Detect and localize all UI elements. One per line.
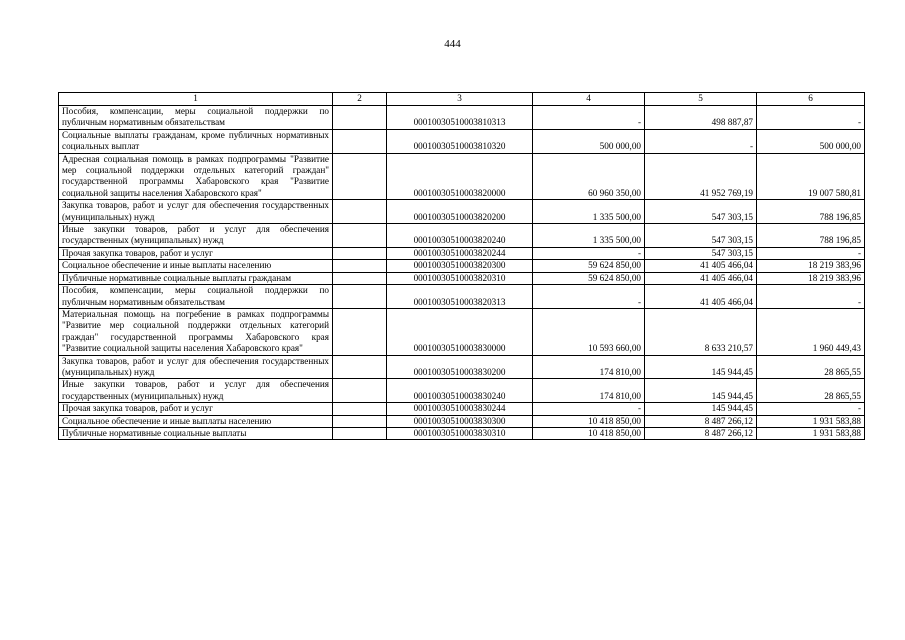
cell-col5: 8 633 210,57 <box>645 308 757 355</box>
cell-col2 <box>333 260 387 272</box>
cell-col6: 1 931 583,88 <box>757 415 865 427</box>
cell-col5: 547 303,15 <box>645 200 757 224</box>
cell-col6: 788 196,85 <box>757 200 865 224</box>
cell-col2 <box>333 106 387 130</box>
cell-name: Иные закупки товаров, работ и услуг для обеспечения государственных (муниципальных) нужд <box>59 224 333 248</box>
cell-code: 00010030510003830240 <box>387 379 533 403</box>
cell-col6: 18 219 383,96 <box>757 272 865 284</box>
table-row <box>59 153 865 200</box>
cell-col5: 8 487 266,12 <box>645 427 757 439</box>
cell-col5: - <box>645 129 757 153</box>
cell-name: Социальное обеспечение и иные выплаты населению <box>59 415 333 427</box>
cell-col2 <box>333 153 387 200</box>
cell-code: 00010030510003830310 <box>387 427 533 439</box>
cell-name: Пособия, компенсации, меры социальной поддержки по публичным нормативным обязательствам <box>59 285 333 309</box>
cell-name: Социальные выплаты гражданам, кроме публичных нормативных социальных выплат <box>59 129 333 153</box>
cell-code: 00010030510003810313 <box>387 106 533 130</box>
cell-code: 00010030510003820000 <box>387 153 533 200</box>
cell-col4: - <box>533 247 645 259</box>
cell-name: Пособия, компенсации, меры социальной поддержки по публичным нормативным обязательствам <box>59 106 333 130</box>
cell-col6: 1 960 449,43 <box>757 308 865 355</box>
cell-code: 00010030510003820244 <box>387 247 533 259</box>
table-row <box>59 272 865 284</box>
cell-col4: 174 810,00 <box>533 379 645 403</box>
cell-col5: 145 944,45 <box>645 403 757 415</box>
cell-col5: 8 487 266,12 <box>645 415 757 427</box>
cell-name: Публичные нормативные социальные выплаты <box>59 427 333 439</box>
cell-col5: 547 303,15 <box>645 247 757 259</box>
cell-name: Публичные нормативные социальные выплаты гражданам <box>59 272 333 284</box>
table-header-row <box>59 93 865 106</box>
cell-col5: 41 952 769,19 <box>645 153 757 200</box>
cell-col6: 500 000,00 <box>757 129 865 153</box>
cell-col2 <box>333 247 387 259</box>
cell-col2 <box>333 415 387 427</box>
cell-name: Закупка товаров, работ и услуг для обеспечения государственных (муниципальных) нужд <box>59 355 333 379</box>
cell-col2 <box>333 272 387 284</box>
cell-col4: 59 624 850,00 <box>533 272 645 284</box>
cell-code: 00010030510003820310 <box>387 272 533 284</box>
table-row <box>59 415 865 427</box>
table-row <box>59 355 865 379</box>
cell-col4: 10 418 850,00 <box>533 415 645 427</box>
cell-name: Закупка товаров, работ и услуг для обеспечения государственных (муниципальных) нужд <box>59 200 333 224</box>
table-row <box>59 200 865 224</box>
cell-col2 <box>333 355 387 379</box>
cell-col4: - <box>533 285 645 309</box>
table-row <box>59 106 865 130</box>
cell-code: 00010030510003830200 <box>387 355 533 379</box>
column-header: 3 <box>387 93 533 106</box>
cell-name: Адресная социальная помощь в рамках подпрограммы "Развитие мер социальной поддержки отдельных категорий граждан" государственной программы Хабаровского края "Развитие социальной защиты населения Хабаровского края" <box>59 153 333 200</box>
cell-col5: 41 405 466,04 <box>645 285 757 309</box>
cell-col4: 59 624 850,00 <box>533 260 645 272</box>
cell-code: 00010030510003830000 <box>387 308 533 355</box>
cell-col5: 41 405 466,04 <box>645 272 757 284</box>
table-row <box>59 247 865 259</box>
table-row <box>59 379 865 403</box>
cell-col6: 788 196,85 <box>757 224 865 248</box>
cell-col4: 1 335 500,00 <box>533 224 645 248</box>
table-row <box>59 285 865 309</box>
cell-col4: 174 810,00 <box>533 355 645 379</box>
cell-col6: - <box>757 285 865 309</box>
column-header: 1 <box>59 93 333 106</box>
column-header: 5 <box>645 93 757 106</box>
cell-col2 <box>333 285 387 309</box>
cell-code: 00010030510003820200 <box>387 200 533 224</box>
cell-col2 <box>333 427 387 439</box>
cell-col5: 41 405 466,04 <box>645 260 757 272</box>
cell-col5: 145 944,45 <box>645 355 757 379</box>
table-row <box>59 308 865 355</box>
table-row <box>59 260 865 272</box>
cell-col2 <box>333 403 387 415</box>
table-body <box>59 106 865 440</box>
budget-table <box>58 92 865 440</box>
cell-col4: 500 000,00 <box>533 129 645 153</box>
cell-col6: 28 865,55 <box>757 379 865 403</box>
table-row <box>59 403 865 415</box>
cell-col4: 60 960 350,00 <box>533 153 645 200</box>
cell-col2 <box>333 308 387 355</box>
cell-col2 <box>333 200 387 224</box>
table-row <box>59 427 865 439</box>
cell-name: Прочая закупка товаров, работ и услуг <box>59 247 333 259</box>
column-header: 4 <box>533 93 645 106</box>
column-header: 2 <box>333 93 387 106</box>
cell-code: 00010030510003830300 <box>387 415 533 427</box>
cell-col5: 145 944,45 <box>645 379 757 403</box>
cell-code: 00010030510003820300 <box>387 260 533 272</box>
cell-col4: 10 593 660,00 <box>533 308 645 355</box>
page-number: 444 <box>444 38 461 50</box>
column-header: 6 <box>757 93 865 106</box>
cell-col4: 1 335 500,00 <box>533 200 645 224</box>
cell-col4: 10 418 850,00 <box>533 427 645 439</box>
cell-col6: 1 931 583,88 <box>757 427 865 439</box>
cell-col2 <box>333 129 387 153</box>
cell-code: 00010030510003820240 <box>387 224 533 248</box>
table-row <box>59 129 865 153</box>
cell-col6: - <box>757 403 865 415</box>
cell-name: Прочая закупка товаров, работ и услуг <box>59 403 333 415</box>
cell-col6: - <box>757 247 865 259</box>
cell-col2 <box>333 379 387 403</box>
cell-col6: 18 219 383,96 <box>757 260 865 272</box>
cell-col5: 547 303,15 <box>645 224 757 248</box>
table-row <box>59 224 865 248</box>
cell-col2 <box>333 224 387 248</box>
cell-col6: - <box>757 106 865 130</box>
cell-col5: 498 887,87 <box>645 106 757 130</box>
cell-name: Материальная помощь на погребение в рамках подпрограммы "Развитие мер социальной поддержки отдельных категорий граждан" государственной программы Хабаровского края "Развитие социальной защиты населения Хабаровского края" <box>59 308 333 355</box>
cell-col4: - <box>533 106 645 130</box>
cell-col6: 28 865,55 <box>757 355 865 379</box>
cell-name: Социальное обеспечение и иные выплаты населению <box>59 260 333 272</box>
cell-code: 00010030510003830244 <box>387 403 533 415</box>
cell-code: 00010030510003810320 <box>387 129 533 153</box>
cell-col4: - <box>533 403 645 415</box>
cell-code: 00010030510003820313 <box>387 285 533 309</box>
cell-col6: 19 007 580,81 <box>757 153 865 200</box>
cell-name: Иные закупки товаров, работ и услуг для обеспечения государственных (муниципальных) нужд <box>59 379 333 403</box>
